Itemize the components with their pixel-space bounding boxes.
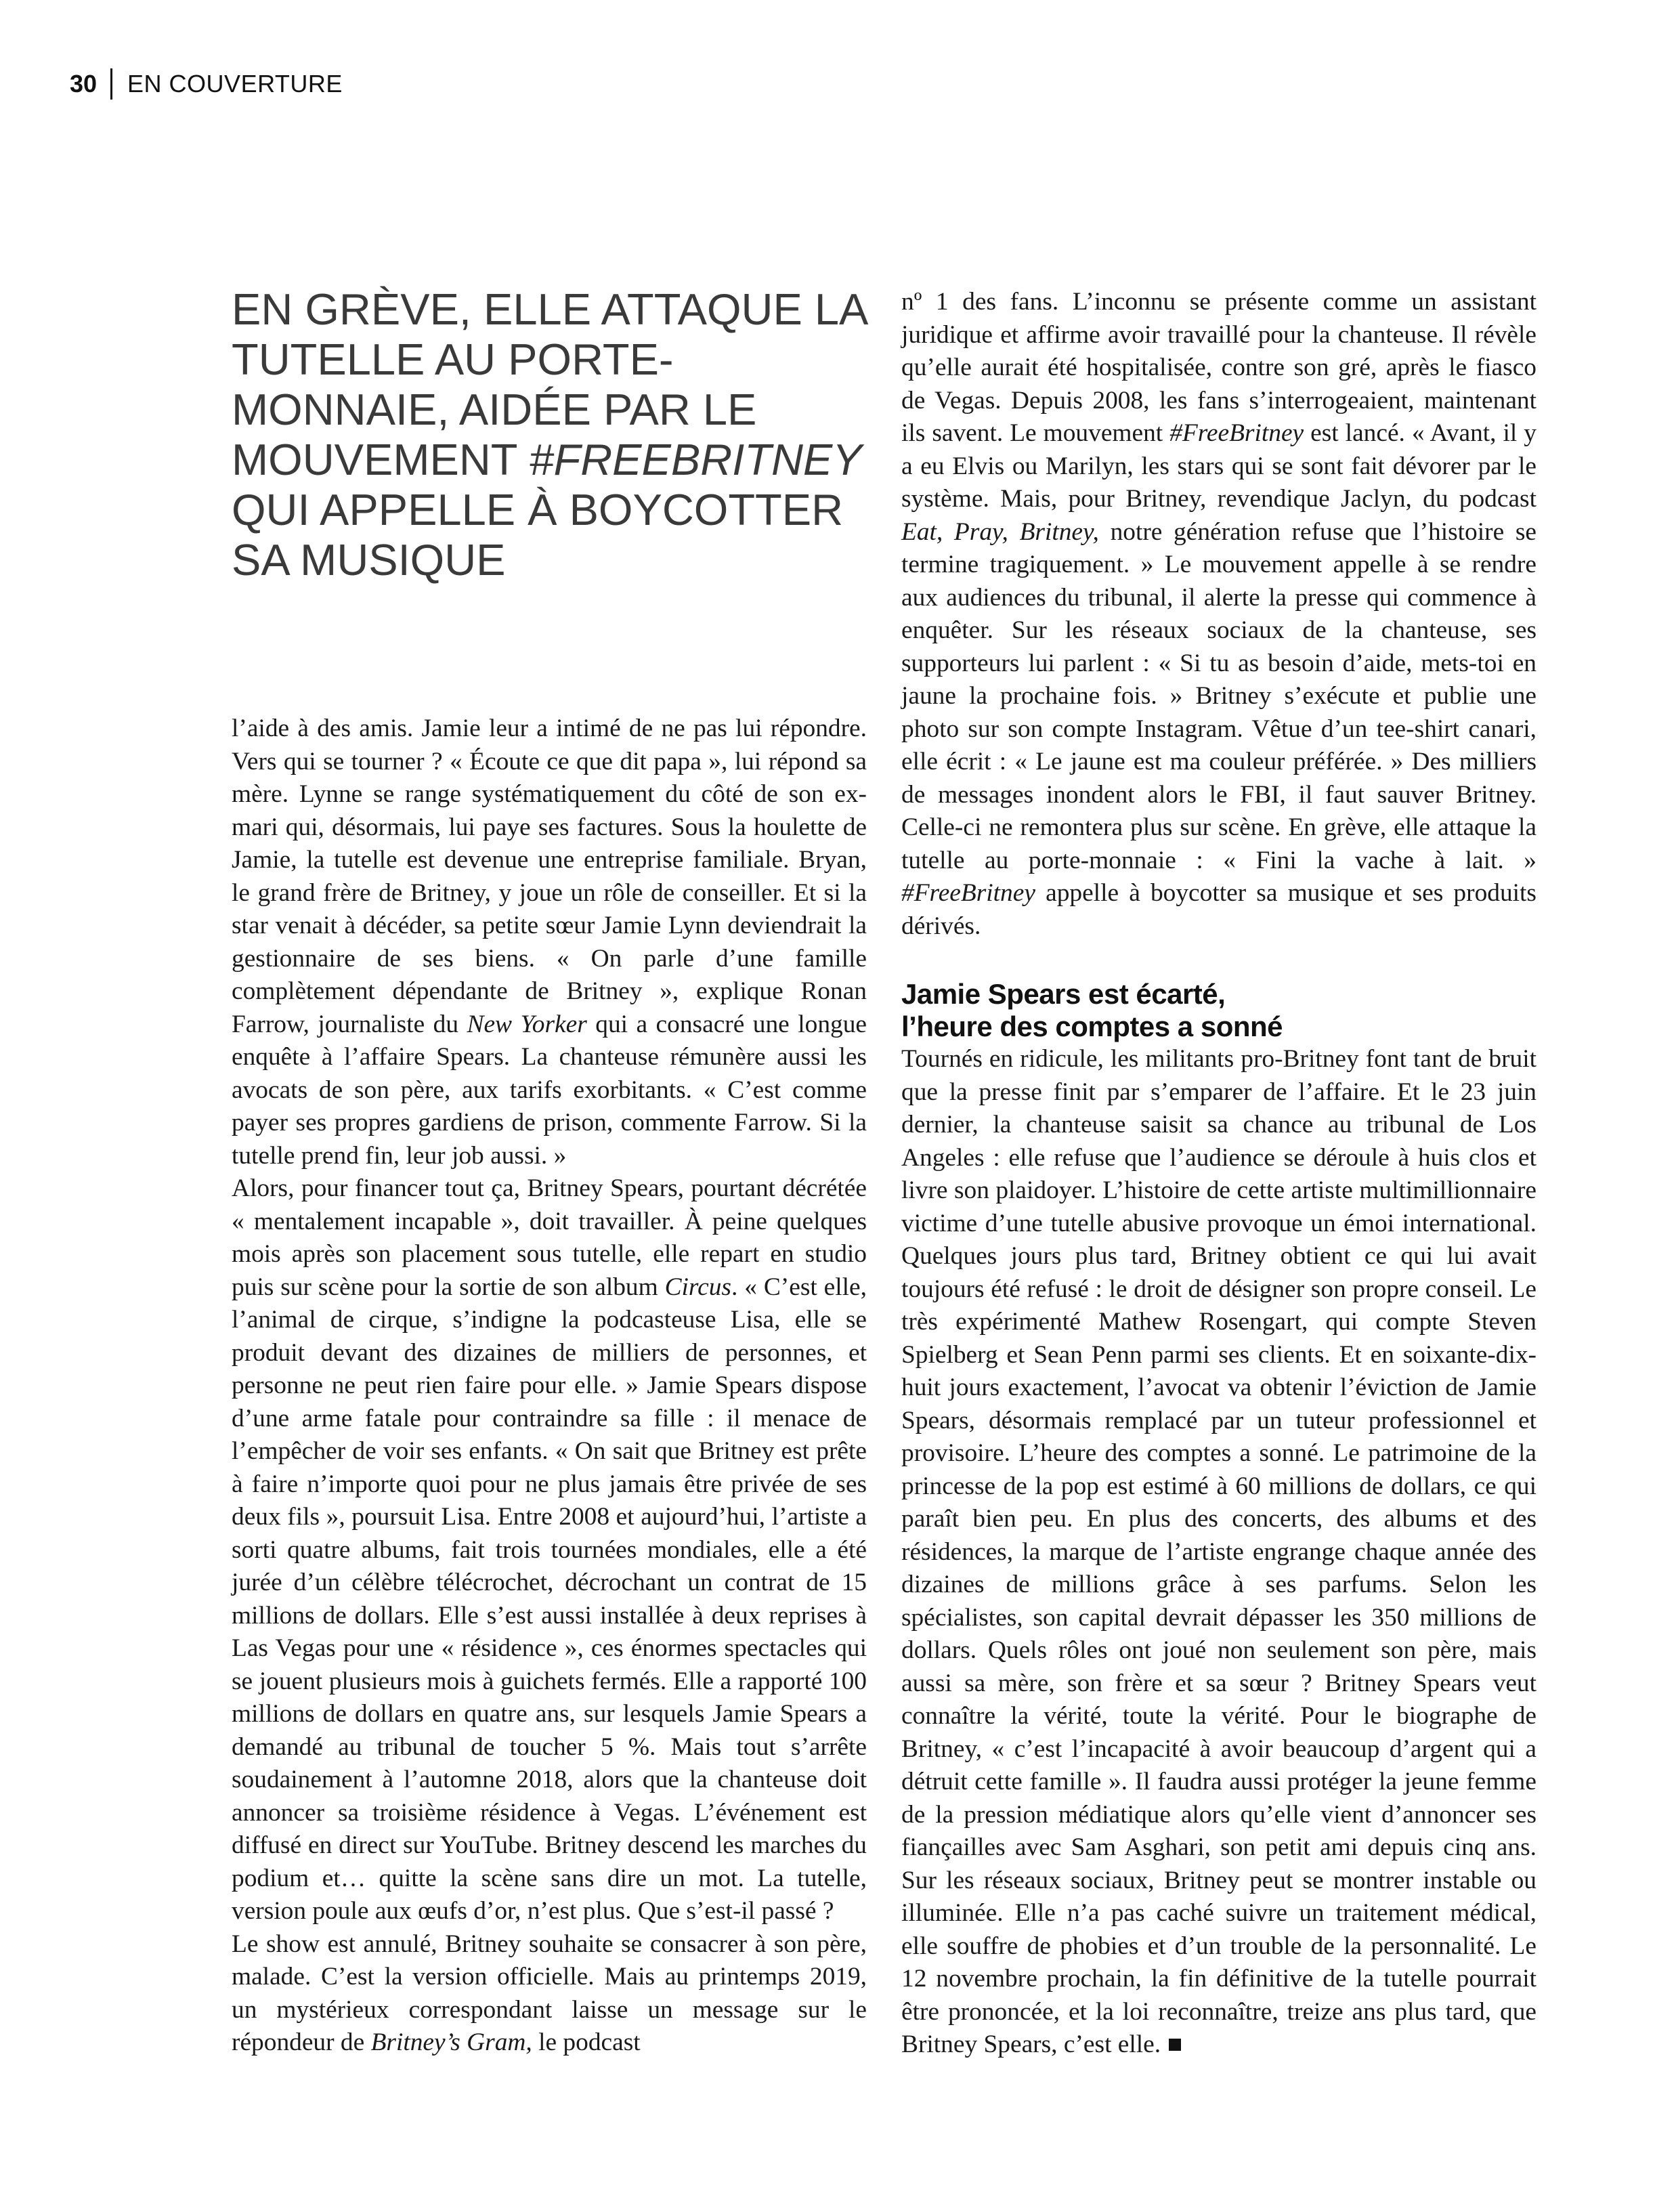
- hashtag: #FreeBritney: [1169, 419, 1304, 447]
- text-run: . « C’est elle, l’animal de cirque, s’indigne la podcasteuse Lisa, elle se produit devant des dizaines de milliers de personnes, et personne ne peut rien faire pour elle. » Jamie Spears dispose d’une arme fatale pour contraindre sa fille : il menace de l’empêcher de voir ses enfants. « On sait que Britney est prête à faire n’importe quoi pour ne plus jamais être privée de ses deux fils », poursuit Lisa. Entre 2008 et aujourd’hui, l’artiste a sorti quatre albums, fait trois tournées mondiales, elle a été jurée d’un célèbre télécrochet, décrochant un contrat de 15 millions de dollars. Elle s’est aussi installée à deux reprises à Las Vegas pour une « résidence », ces énormes spectacles qui se jouent plusieurs mois à guichets fermés. Elle a rapporté 100 millions de dollars en quatre ans, sur lesquels Jamie Spears a demandé au tribunal de toucher 5 %. Mais tout s’arrête soudainement à l’automne 2018, alors que la chanteuse doit annoncer sa troisième résidence à Vegas. L’événement est diffusé en direct sur YouTube. Britney descend les marches du podium et… quitte la scène sans dire un mot. La tutelle, version poule aux œufs d’or, n’est plus. Que s’est-il passé ?: [232, 1273, 867, 1925]
- pull-quote-part2: QUI APPELLE À BOYCOTTER SA MUSIQUE: [232, 485, 844, 584]
- paragraph: [232, 712, 867, 1172]
- pull-quote: [232, 284, 875, 585]
- text-run: notre génération refuse que l’histoire se termine tragiquement. » Le mouvement appelle à se rendre aux audiences du tribunal, il alerte la presse qui commence à enquêter. Sur les réseaux sociaux de la chanteuse, ses supporteurs lui parlent : « Si tu as besoin d’aide, mets-toi en jaune la prochaine fois. » Britney s’exécute et publie une photo sur son compte Instagram. Vêtue d’un tee-shirt canari, elle écrit : « Le jaune est ma couleur préférée. » Des milliers de messages inondent alors le FBI, il faut sauver Britney. Celle-ci ne remontera plus sur scène. En grève, elle attaque la tutelle au porte-monnaie : « Fini la vache à lait. »: [901, 517, 1537, 874]
- folio-divider: [110, 68, 112, 100]
- paragraph: [232, 1172, 867, 1928]
- section-rubric: EN COUVERTURE: [127, 70, 343, 98]
- text-run: qui a consacré une longue enquête à l’affaire Spears. La chanteuse rémunère aussi les avocats de son père, aux tarifs exorbitants. « C’est comme payer ses propres gardiens de prison, commente Farrow. Si la tutelle prend fin, leur job aussi. »: [232, 1010, 867, 1170]
- end-square-icon: [1169, 2039, 1181, 2051]
- album-title: Circus: [664, 1273, 731, 1301]
- subhead-line: l’heure des comptes a sonné: [901, 1011, 1283, 1042]
- text-run: Tournés en ridicule, les militants pro-Britney font tant de bruit que la presse finit par s’emparer de l’affaire. Et le 23 juin dernier, la chanteuse saisit sa chance au tribunal de Los Angeles : elle refuse que l’audience se déroule à huis clos et livre son plaidoyer. L’histoire de cette artiste multimillionnaire victime d’une tutelle abusive provoque un émoi international. Quelques jours plus tard, Britney obtient ce qui lui avait toujours été refusé : le droit de désigner son propre conseil. Le très expérimenté Mathew Rosengart, qui compte Steven Spielberg et Sean Penn parmi ses clients. Et en soixante-dix-huit jours exactement, l’avocat va obtenir l’éviction de Jamie Spears, désormais remplacé par un tuteur professionnel et provisoire. L’heure des comptes a sonné. Le patrimoine de la princesse de la pop est estimé à 60 millions de dollars, ce qui paraît bien peu. En plus des concerts, des albums et des résidences, la marque de l’artiste engrange chaque année des dizaines de millions grâce à ses parfums. Selon les spécialistes, son capital devrait dépasser les 350 millions de dollars. Quels rôles ont joué non seulement son père, mais aussi sa mère, son frère et sa sœur ? Britney Spears veut connaître la vérité, toute la vérité. Pour le biographe de Britney, « c’est l’incapacité à avoir beaucoup d’argent qui a détruit cette famille ». Il faudra aussi protéger la jeune femme de la pression médiatique alors qu’elle vient d’annoncer ses fiançailles avec Sam Asghari, son petit ami depuis cinq ans. Sur les réseaux sociaux, Britney peut se montrer instable ou illuminée. Elle n’a pas caché suivre un traitement médical, elle souffre de phobies et d’un trouble de la personnalité. Le 12 novembre prochain, la fin définitive de la tutelle pourrait être prononcée, et la loi reconnaître, treize ans plus tard, que Britney Spears, c’est elle.: [901, 1045, 1537, 2058]
- text-run: est lancé. « Avant, il y a eu Elvis ou Marilyn, les stars qui se sont fait dévorer par le système. Mais, pour Britney, revendique Jaclyn, du podcast: [901, 419, 1537, 513]
- publication-title: New Yorker: [467, 1010, 587, 1038]
- page-number: 30: [70, 70, 98, 98]
- text-run: le podcast: [532, 2028, 641, 2056]
- text-run: appelle à boycotter sa musique et ses produits dérivés.: [901, 879, 1537, 940]
- text-run: Alors, pour financer tout ça, Britney Spears, pourtant décrétée « mentalement incapable », doit travailler. À peine quelques mois après son placement sous tutelle, elle repart en studio puis sur scène pour la sortie de son album: [232, 1174, 867, 1301]
- article-column-left: [232, 712, 867, 2060]
- pull-quote-part1: EN GRÈVE, ELLE ATTAQUE LA TUTELLE AU PORTE-MONNAIE, AIDÉE PAR LE MOUVEMENT: [232, 284, 866, 484]
- subhead-line: Jamie Spears est écarté,: [901, 978, 1226, 1010]
- section-subhead: [901, 978, 1537, 1043]
- paragraph: [901, 286, 1537, 943]
- article-column-right: [901, 286, 1537, 2062]
- text-run: l’aide à des amis. Jamie leur a intimé de ne pas lui répondre. Vers qui se tourner ? « Écoute ce que dit papa », lui répond sa mère. Lynne se range systématiquement du côté de son ex-mari qui, désormais, lui paye ses factures. Sous la houlette de Jamie, la tutelle est devenue une entreprise familiale. Bryan, le grand frère de Britney, y joue un rôle de conseiller. Et si la star venait à décéder, sa petite sœur Jamie Lynn deviendrait la gestionnaire de ses biens. « On parle d’une famille complètement dépendante de Britney », explique Ronan Farrow, journaliste du: [232, 715, 867, 1038]
- folio: [70, 65, 343, 103]
- podcast-title: Britney’s Gram,: [370, 2028, 532, 2056]
- pull-quote-hashtag: #FREEBRITNEY: [529, 435, 862, 484]
- hashtag: #FreeBritney: [901, 879, 1035, 907]
- podcast-title: Eat, Pray, Britney,: [901, 517, 1099, 546]
- paragraph: [901, 1043, 1537, 2062]
- text-run: nº 1 des fans. L’inconnu se présente comme un assistant juridique et affirme avoir travaillé pour la chanteuse. Il révèle qu’elle aurait été hospitalisée, contre son gré, après le fiasco de Vegas. Depuis 2008, les fans s’interrogeaient, maintenant ils savent. Le mouvement: [901, 288, 1537, 447]
- text-run: Le show est annulé, Britney souhaite se consacrer à son père, malade. C’est la version officielle. Mais au printemps 2019, un mystérieux correspondant laisse un message sur le répondeur de: [232, 1930, 867, 2056]
- paragraph: [232, 1928, 867, 2060]
